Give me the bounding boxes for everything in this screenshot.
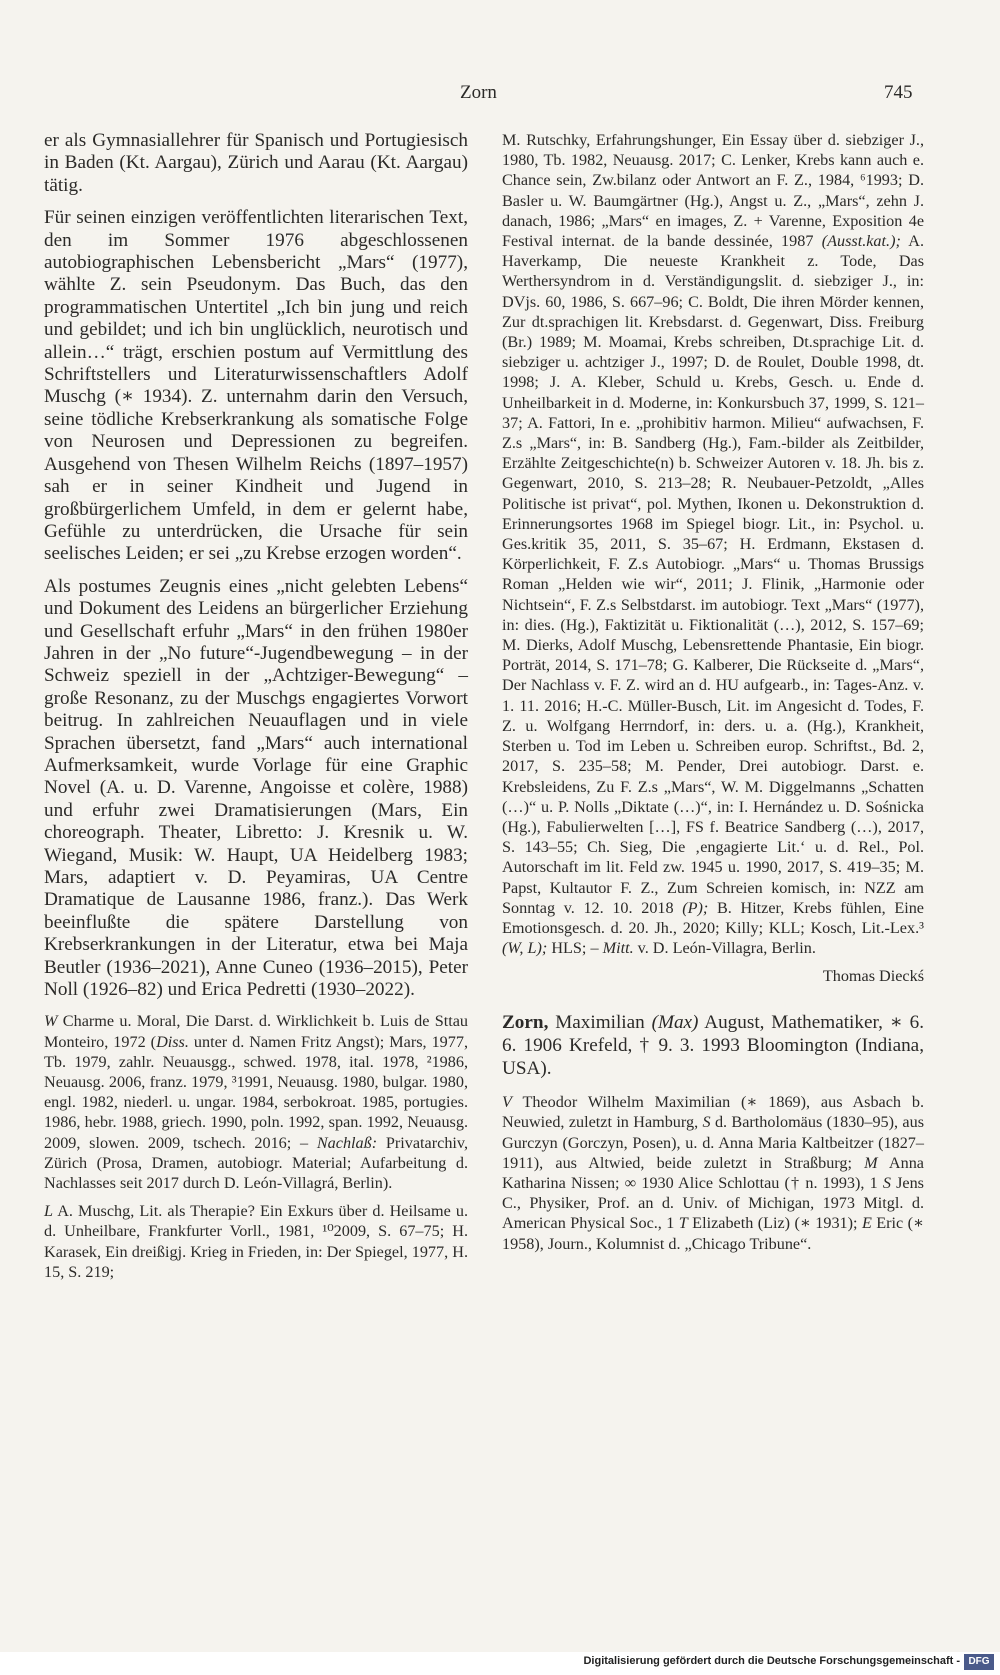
footer-strip (0, 1652, 1000, 1675)
literature-mitt: Mitt. (602, 939, 634, 958)
father-siglum: V (502, 1093, 512, 1112)
literature-ausst: (Ausst.kat.); (821, 232, 901, 251)
literature-cont-4: HLS; – (547, 939, 603, 958)
paragraph-reception: Als postumes Zeugnis eines „nicht gelebten Lebens“ und Dokument des Leidens an bürgerlicher Erziehung und Gesellschaft erfuhr „Mars“ in den frühen 1980er Jahren in der „No future“-Jugendbewegung – in der Schweiz speziell in der „Achtziger-Bewegung“ – große Resonanz, zu der Muschgs engagiertes Vorwort beitrug. In zahlreichen Neuauflagen und in viele Sprachen übersetzt, fand „Mars“ auch international Aufmerksamkeit, wurde Vorlage für eine Graphic Novel (A. u. D. Varenne, Angoisse et colère, 1988) und erfuhr zwei Dramatisierungen (Mars, Ein choreograph. Theater, Libretto: J. Kresnik u. W. Wiegand, Musik: W. Haupt, UA Heidelberg 1983; Mars, adaptiert v. D. Peyamiras, UA Centre Dramatique de Lausanne 1986, franz.). Das Werk beeinflußte die spätere Darstellung von Krebserkrankungen in der Literatur, etwa bei Maja Beutler (1936–2021), Anne Cuneo (1936–2015), Peter Noll (1926–82) und Erica Pedretti (1930–2022). (44, 575, 468, 1001)
works-section (44, 1011, 468, 1193)
paragraph-mars-book: Für seinen einzigen veröffentlichten literarischen Text, den im Sommer 1976 abgeschlossenen autobiographischen Lebensbericht „Mars“ (1977), wählte Z. sein Pseudonym. Das Buch, das den programmatischen Untertitel „Ich bin jung und reich und gebildet; und ich bin unglücklich, neurotisch und allein…“ trägt, erschien postum auf Vermittlung des Schriftstellers und Literaturwissenschaftlers Adolf Muschg (∗ 1934). Z. unternahm darin den Versuch, seine tödliche Krebserkrankung als somatische Folge von Neurosen und Depressionen zu begreifen. Ausgehend von Thesen Wilhelm Reichs (1897–1957) sah er in seiner Kindheit und Jugend in großbürgerlichem Umfeld, in dem er gelernt habe, Gefühle zu unterdrücken, die Ursache für sein seelisches Leiden; er sei „zu Krebse erzogen worden“. (44, 207, 468, 565)
son-siglum: S (702, 1113, 711, 1132)
entry-name-2: August, Mathematiker, ∗ 6. 6. 1906 Krefeld, † 9. 3. 1993 Bloomington (Indiana, USA). (502, 1012, 924, 1079)
genealogy-text-5: Elizabeth (Liz) (∗ 1931); (687, 1214, 862, 1233)
running-head-title: Zorn (460, 82, 497, 103)
genealogy-section (502, 1092, 924, 1254)
literature-cont-5: v. D. León-Villagra, Berlin. (633, 939, 816, 958)
works-nachlass: Nachlaß: (316, 1133, 378, 1152)
works-diss: Diss. (156, 1032, 189, 1051)
author-signature: Thomas Dieckś (822, 967, 924, 986)
literature-wl: (W, L); (502, 939, 548, 958)
mother-siglum: M (864, 1153, 878, 1172)
genealogy-text-4: Jens C., Physiker, Prof. an d. Univ. of Michigan, 1973 Mitgl. d. American Physical Soc., 1 (502, 1173, 924, 1233)
entry-lemma: Zorn, (502, 1012, 549, 1034)
literature-cont-2: A. Haverkamp, Die neueste Krankheit z. Tode, Das Werthersyndrom in d. Verständigungslit. d. siebziger J., in: DVjs. 60, 1986, S. 667–96; C. Boldt, Die ihren Mörder kennen, Zur dt.sprachigen lit. Krebsdarst. d. Gegenwart, Diss. Freiburg (Br.) 1989; M. Moamai, Krebs schreiben, Dt.sprachige Lit. d. siebziger u. achtziger J., 1997; D. de Roulet, Double 1998, dt. 1998; J. A. Kleber, Schuld u. Krebs, Gesch. u. Ende d. Unheilbarkeit in d. Moderne, in: Konkursbuch 37, 1999, S. 121–37; A. Fattori, In e. „prohibitiv harmon. Milieu“ aufwachsen, F. Z.s „Mars“, in: B. Sandberg (Hg.), Fam.-bilder als Zeitbilder, Erzählte Zeitgeschichte(n) b. Schweizer Autoren v. 18. Jh. bis z. Gegenwart, 2010, S. 213–28; R. Neubauer-Petzoldt, „Alles Politische ist privat“, pol. Mythen, Ikonen u. Dekonstruktion d. Erinnerungsortes 1968 im Spiegel biogr. Lit., in: Psychol. u. Ges.kritik 35, 2011, S. 35–67; H. Erdmann, Ekstasen d. Körperlichkeit, F. Z.s Autobiogr. „Mars“ u. Thomas Brussigs Roman „Helden wie wir“, 2011; J. Flinik, „Harmonie oder Nichtsein“, F. Z.s Selbstdarst. im autobiogr. Text „Mars“ (1977), in: dies. (Hg.), Faktizität u. Fiktionalität (…), 2012, S. 157–69; M. Dierks, Adolf Muschg, Lebensrettende Phantasie, Ein biogr. Porträt, 2014, S. 171–78; G. Kalberer, Die Rückseite d. „Mars“, Der Nachlass v. F. Z. wird an d. HU aufgearb., in: Tages-Anz. v. 1. 11. 2016; H.-C. Müller-Busch, Lit. im Angesicht d. Todes, F. Z. u. Wolfgang Herrndorf, in: ders. u. a. (Hg.), Krankheit, Sterben u. Tod im Leben u. Schreiben europ. Schriftst., Bd. 2, 2017, S. 235–58; M. Pender, Drei autobiogr. Darst. e. Krebsleidens, Zu F. Z.s „Mars“, W. M. Diggelmanns „Schatten (…)“ u. P. Nolls „Diktate (…)“, in: I. Hernández u. D. Sośnicka (Hg.), Fabulierwelten […], FS f. Beatrice Sandberg (…), 2017, S. 143–55; Ch. Sieg, Die ‚engagierte Lit.‘ u. d. Rel., Pol. Autorschaft im lit. Feld zw. 1945 u. 1990, 2017, S. 419–35; M. Papst, Kultautor F. Z., Zum Schreien komisch, in: NZZ am Sonntag v. 12. 10. 2018 (502, 232, 925, 917)
running-head (0, 82, 1000, 112)
genealogy-text-2: d. Bartholomäus (1830–95), aus Gurczyn (Gorczyn, Posen), u. d. Anna Maria Kaltbeitzer (1827–1911), aus Altwied, beide zuletzt in Straßburg; (502, 1113, 924, 1172)
literature-continued (502, 130, 924, 958)
literature-text-1: A. Muschg, Lit. als Therapie? Ein Exkurs über d. Heilsame u. d. Unheilbare, Frankfurter Vorll., 1981, ¹⁰2009, S. 67–75; H. Karasek, Ein dreißigj. Krieg in Frieden, in: Der Spiegel, 1977, H. 15, S. 219; (44, 1202, 468, 1281)
page-number: 745 (884, 82, 913, 103)
right-column (502, 130, 924, 1262)
works-text-1: Charme u. Moral, Die Darst. d. Wirklichkeit b. Luis de Sttau Monteiro, 1972 ( (44, 1012, 468, 1051)
entry-name-max: (Max) (651, 1012, 699, 1034)
genealogy-text-1: Theodor Wilhelm Maximilian (∗ 1869), aus Asbach b. Neuwied, zuletzt in Hamburg, (502, 1093, 924, 1132)
genealogy-text-6: Eric (∗ 1958), Journ., Kolumnist d. „Chicago Tribune“. (502, 1214, 924, 1253)
daughter-siglum: T (678, 1214, 688, 1233)
works-siglum: W (44, 1012, 58, 1031)
works-text-3: Privatarchiv, Zürich (Prosa, Dramen, autobiogr. Material; Aufarbeitung d. Nachlasses seit 2017 durch D. León-Villagrá, Berlin). (44, 1133, 468, 1193)
footer-credit: Digitalisierung gefördert durch die Deutsche Forschungsgemeinschaft - (583, 1655, 960, 1667)
entry-name-1: Maximilian (548, 1012, 652, 1034)
literature-p: (P); (682, 898, 709, 917)
grandchild-siglum: E (861, 1214, 872, 1233)
literature-siglum: L (44, 1202, 54, 1221)
literature-section (44, 1201, 468, 1282)
literature-cont-1: M. Rutschky, Erfahrungshunger, Ein Essay über d. siebziger J., 1980, Tb. 1982, Neuausg. 2017; C. Lenker, Krebs kann auch e. Chance sein, Zw.bilanz oder Antwort an F. Z., 1984, ⁶1993; D. Basler u. W. Baumgärtner (Hg.), Angst u. Z., „Mars“, zehn J. danach, 1986; „Mars“ en images, Z. + Varenne, Exposition 4e Festival internat. de la bande dessinée, 1987 (502, 131, 924, 251)
entry-heading (502, 1012, 924, 1080)
dfg-logo: DFG (964, 1654, 994, 1670)
genealogy-text-3: Anna Katharina Nissen; ∞ 1930 Alice Schlottau († n. 1993), 1 (502, 1153, 924, 1192)
left-column (44, 130, 468, 1290)
paragraph-career: er als Gymnasiallehrer für Spanisch und Portugiesisch in Baden (Kt. Aargau), Zürich und Aarau (Kt. Aargau) tätig. (44, 130, 468, 196)
literature-cont-3: B. Hitzer, Krebs fühlen, Eine Emotionsgesch. d. 20. Jh., 2020; Killy; KLL; Kosch, Lit.-Lex.³ (502, 898, 924, 937)
son2-siglum: S (882, 1173, 891, 1192)
works-text-2: unter d. Namen Fritz Angst); Mars, 1977, Tb. 1979, zahlr. Neuausgg., schwed. 1978, ital. 1978, ²1986, Neuausg. 2006, franz. 1979, ³1991, Neuausg. 1980, bulgar. 1980, engl. 1982, niederl. u. ungar. 1984, serbokroat. 1985, portugies. 1986, hebr. 1988, griech. 1990, poln. 1992, span. 1992, Neuausg. 2009, slowen. 2009, tschech. 2016; – (44, 1032, 469, 1152)
